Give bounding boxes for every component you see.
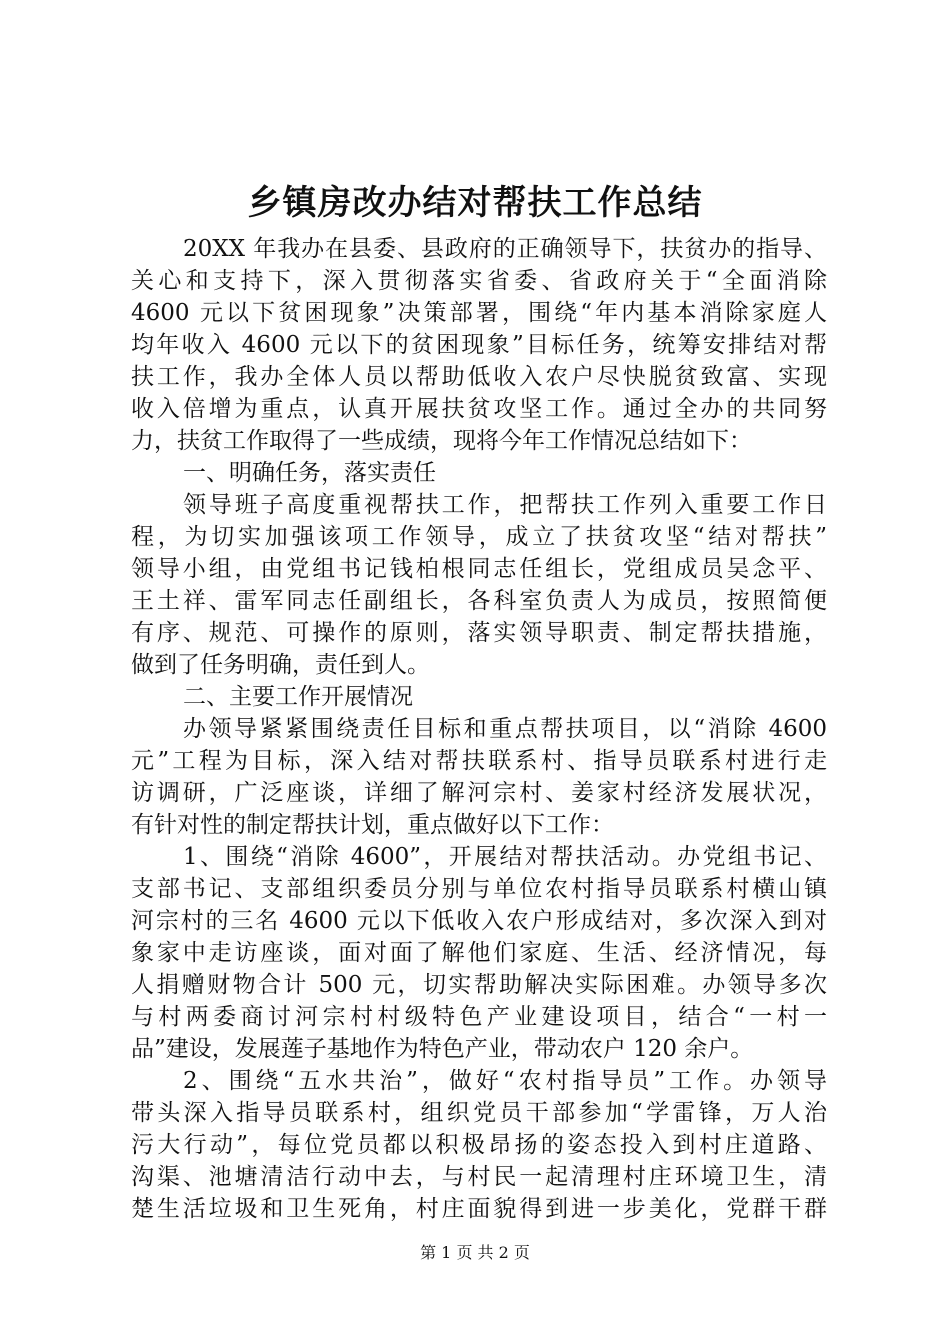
text-line: 沟渠、池塘清洁行动中去，与村民一起清理村庄环境卫生，清 [131, 1164, 827, 1190]
text-line: 做到了任务明确，责任到人。 [131, 652, 430, 678]
text-line: 品”建设，发展莲子基地作为特色产业，带动农户 120 余户。 [131, 1036, 754, 1062]
text-line: 力，扶贫工作取得了一些成绩，现将今年工作情况总结如下： [131, 428, 752, 454]
text-line: 支部书记、支部组织委员分别与单位农村指导员联系村横山镇 [131, 876, 827, 902]
section-heading: 一、明确任务，落实责任 [183, 460, 436, 486]
text-line: 象家中走访座谈，面对面了解他们家庭、生活、经济情况，每 [131, 940, 827, 966]
text-line: 元”工程为目标，深入结对帮扶联系村、指导员联系村进行走 [131, 748, 827, 774]
text-line: 领导小组，由党组书记钱柏根同志任组长，党组成员吴念平、 [131, 556, 827, 582]
text-line: 河宗村的三名 4600 元以下低收入农户形成结对，多次深入到对 [131, 908, 827, 934]
text-line: 有序、规范、可操作的原则，落实领导职责、制定帮扶措施， [131, 620, 827, 646]
text-line: 均年收入 4600 元以下的贫困现象”目标任务，统筹安排结对帮 [131, 332, 827, 358]
text-line: 楚生活垃圾和卫生死角，村庄面貌得到进一步美化，党群干群 [131, 1196, 827, 1222]
text-line: 关心和支持下，深入贯彻落实省委、省政府关于“全面消除 [131, 268, 827, 294]
text-line: 与村两委商讨河宗村村级特色产业建设项目，结合“一村一 [131, 1004, 827, 1030]
text-line: 扶工作，我办全体人员以帮助低收入农户尽快脱贫致富、实现 [131, 364, 827, 390]
text-line: 2、围绕“五水共治”，做好“农村指导员”工作。办领导 [183, 1068, 827, 1094]
page-number-footer: 第 1 页 共 2 页 [420, 1243, 530, 1262]
text-line: 有针对性的制定帮扶计划，重点做好以下工作： [131, 812, 614, 838]
text-line: 人捐赠财物合计 500 元，切实帮助解决实际困难。办领导多次 [131, 972, 827, 998]
text-line: 20XX 年我办在县委、县政府的正确领导下，扶贫办的指导、 [183, 236, 827, 262]
document-body [131, 233, 827, 1225]
text-line: 办领导紧紧围绕责任目标和重点帮扶项目，以“消除 4600 [183, 716, 827, 742]
text-line: 访调研，广泛座谈，详细了解河宗村、姜家村经济发展状况， [131, 780, 827, 806]
text-line: 1、围绕“消除 4600”，开展结对帮扶活动。办党组书记、 [183, 844, 827, 870]
text-line: 污大行动”，每位党员都以积极昂扬的姿态投入到村庄道路、 [131, 1132, 827, 1158]
text-line: 4600 元以下贫困现象”决策部署，围绕“年内基本消除家庭人 [131, 300, 827, 326]
document-title: 乡镇房改办结对帮扶工作总结 [247, 183, 703, 223]
text-line: 王土祥、雷军同志任副组长，各科室负责人为成员，按照简便 [131, 588, 827, 614]
text-line: 领导班子高度重视帮扶工作，把帮扶工作列入重要工作日 [183, 492, 827, 518]
text-line: 带头深入指导员联系村，组织党员干部参加“学雷锋，万人治 [131, 1100, 827, 1126]
text-line: 程，为切实加强该项工作领导，成立了扶贫攻坚“结对帮扶” [131, 524, 827, 550]
text-line: 收入倍增为重点，认真开展扶贫攻坚工作。通过全办的共同努 [131, 396, 827, 422]
section-heading: 二、主要工作开展情况 [183, 684, 413, 710]
